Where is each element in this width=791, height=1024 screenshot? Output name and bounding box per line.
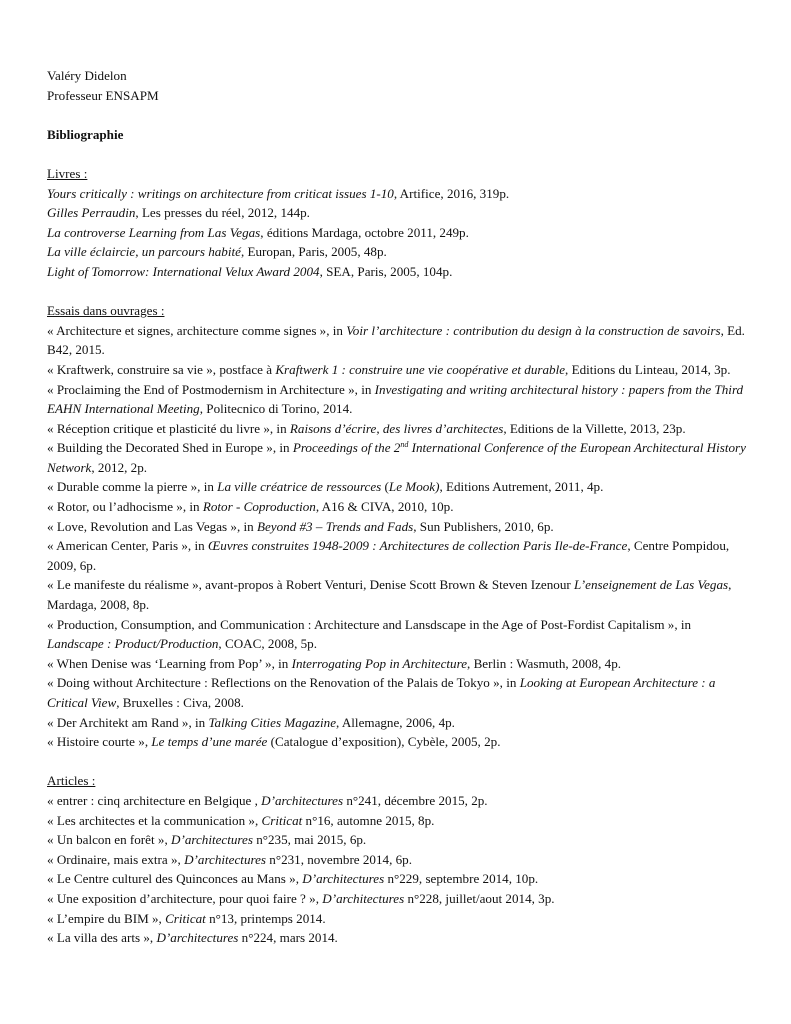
entry-title-text: Le temps d’une marée <box>151 734 268 750</box>
entry-text: , Berlin : Wasmuth, 2008, 4p. <box>467 655 622 671</box>
entry-text: , Editions du Linteau, 2014, 3p. <box>565 361 731 377</box>
articles-list <box>47 791 747 948</box>
spacer <box>47 282 747 302</box>
articles-heading: Articles : <box>47 773 96 789</box>
bibliography-entry <box>47 673 747 712</box>
author-name: Valéry Didelon <box>47 68 127 83</box>
bibliography-entry <box>47 184 747 204</box>
entry-text: , Mardaga, 2008, 8p. <box>47 577 732 613</box>
author-position: Professeur ENSAPM <box>47 87 159 103</box>
entry-text: « Production, Consumption, and Communication : Architecture and Lansdscape in the Age of Post-Fordist Capitalism », in <box>47 616 692 632</box>
entry-text: , Bruxelles : Civa, 2008. <box>116 695 244 710</box>
entry-text: « Le manifeste du réalisme », avant-propos à Robert Venturi, Denise Scott Brown & Steven Izenour <box>47 577 575 593</box>
essays-list <box>47 321 747 752</box>
entry-title-text: Yours critically : writings on architecture from criticat issues 1-10 <box>47 185 394 201</box>
entry-text: , Politecnico di Torino, 2014. <box>199 401 353 417</box>
essays-section <box>47 301 747 752</box>
entry-title-text: Light of Tomorrow: International Velux Award 2004 <box>47 263 320 279</box>
articles-section <box>47 771 747 947</box>
entry-text: , Editions de la Villette, 2013, 23p. <box>503 420 686 436</box>
entry-text: , Editions Autrement, 2011, 4p. <box>439 479 604 495</box>
essays-heading: Essais dans ouvrages : <box>47 303 165 319</box>
document-page <box>47 66 747 948</box>
entry-text: « Der Architekt am Rand », in <box>47 714 209 730</box>
entry-text: , Europan, Paris, 2005, 48p. <box>240 244 387 260</box>
bibliography-entry <box>47 654 747 674</box>
entry-text: « L’empire du BIM », <box>47 910 166 926</box>
entry-title-text: Criticat <box>261 812 303 828</box>
bibliography-entry <box>47 517 747 537</box>
entry-title-text: Talking Cities Magazine <box>208 714 337 730</box>
page-title: Bibliographie <box>47 126 124 142</box>
bibliography-entry <box>47 497 747 517</box>
bibliography-entry <box>47 732 747 752</box>
books-list <box>47 184 747 282</box>
entry-text: , 2012, 2p. <box>91 459 148 475</box>
entry-title-text: D’architectures <box>184 851 267 867</box>
entry-text: « Le Centre culturel des Quinconces au Mans », <box>47 871 303 887</box>
books-heading: Livres : <box>47 165 88 181</box>
bibliography-entry <box>47 242 747 262</box>
entry-text: n°224, mars 2014. <box>238 930 338 946</box>
entry-text: « entrer : cinq architecture en Belgique , <box>47 792 262 808</box>
bibliography-entry <box>47 360 747 380</box>
entry-text: « Rotor, ou l’adhocisme », in <box>47 499 203 515</box>
entry-text: « Durable comme la pierre », in <box>47 479 218 495</box>
bibliography-entry <box>47 262 747 282</box>
entry-title-text: Raisons d’écrire, des livres d’architectes <box>289 420 504 436</box>
entry-text: , éditions Mardaga, octobre 2011, 249p. <box>260 224 469 240</box>
bibliography-entry <box>47 889 747 909</box>
entry-title-text: D’architectures <box>302 871 385 887</box>
entry-title-text: D’architectures <box>171 832 253 848</box>
entry-text: « Building the Decorated Shed in Europe », in <box>47 440 293 456</box>
entry-text: n°231, novembre 2014, 6p. <box>266 851 412 867</box>
spacer <box>47 105 747 125</box>
entry-text: , Les presses du réel, 2012, 144p. <box>135 205 310 221</box>
bibliography-entry <box>47 203 747 223</box>
entry-text: « American Center, Paris », in <box>47 538 208 554</box>
entry-title-text: Kraftwerk 1 : construire une vie coopérative et durable <box>275 361 566 377</box>
entry-title-text: International Conference of the European Architectural History Network <box>47 440 746 475</box>
bibliography-entry <box>47 928 747 948</box>
bibliography-entry <box>47 419 747 439</box>
entry-text: « La villa des arts », <box>47 930 157 946</box>
entry-text: , Centre Pompidou, 2009, 6p. <box>47 538 730 573</box>
entry-text: « Une exposition d’architecture, pour quoi faire ? », <box>47 890 323 906</box>
entry-title-text: Interrogating Pop in Architecture <box>291 655 468 671</box>
books-section <box>47 164 747 282</box>
entry-text: « Un balcon en forêt », <box>47 832 171 848</box>
entry-text: , Ed. B42, 2015. <box>47 322 745 358</box>
entry-title-text: Rotor - Coproduction <box>202 499 316 515</box>
entry-text: n°229, septembre 2014, 10p. <box>384 871 539 887</box>
bibliography-entry <box>47 223 747 243</box>
entry-text: , A16 & CIVA, 2010, 10p. <box>315 499 454 515</box>
bibliography-entry <box>47 909 747 929</box>
entry-text: , Sun Publishers, 2010, 6p. <box>413 518 554 534</box>
entry-title-text: nd <box>400 440 409 450</box>
entry-text: « Proclaiming the End of Postmodernism in Architecture », in <box>47 381 375 397</box>
bibliography-entry <box>47 536 747 575</box>
entry-text: n°235, mai 2015, 6p. <box>252 832 367 848</box>
bibliography-entry <box>47 830 747 850</box>
entry-text: « Histoire courte », <box>47 734 152 750</box>
bibliography-entry <box>47 869 747 889</box>
entry-text: , Artifice, 2016, 319p. <box>393 185 510 201</box>
entry-text: « Les architectes et la communication », <box>47 812 262 828</box>
entry-text: ( <box>381 479 389 495</box>
spacer <box>47 144 747 164</box>
entry-text: , SEA, Paris, 2005, 104p. <box>319 263 453 279</box>
entry-text: « Ordinaire, mais extra », <box>47 851 185 867</box>
entry-title-text: Looking at European Architecture : a Critical View <box>47 675 716 710</box>
entry-title-text: Proceedings of the 2 <box>292 440 401 456</box>
entry-title-text: La controverse Learning from Las Vegas <box>47 224 261 240</box>
entry-title-text: Voir l’architecture : contribution du design à la construction de savoirs <box>346 322 721 338</box>
bibliography-entry <box>47 380 747 419</box>
entry-text: « Réception critique et plasticité du livre », in <box>47 420 290 436</box>
bibliography-entry <box>47 575 747 614</box>
entry-text: « Doing without Architecture : Reflections on the Renovation of the Palais de Tokyo », in <box>47 675 520 691</box>
entry-title-text: Gilles Perraudin <box>47 205 136 221</box>
entry-text: (Catalogue d’exposition), Cybèle, 2005, 2p. <box>267 734 501 750</box>
bibliography-entry <box>47 811 747 831</box>
bibliography-entry <box>47 615 747 654</box>
entry-title-text: Investigating and writing architectural history : papers from the Third EAHN International Meeting <box>47 381 744 417</box>
entry-title-text: La ville créatrice de ressources <box>217 479 382 495</box>
entry-title-text: L’enseignement de Las Vegas <box>574 577 729 593</box>
bibliography-entry <box>47 321 747 360</box>
bibliography-entry <box>47 713 747 733</box>
entry-text: n°228, juillet/aout 2014, 3p. <box>404 890 555 906</box>
entry-title-text: Œuvres construites 1948-2009 : Architectures de collection Paris Ile-de-France <box>207 538 628 554</box>
entry-text: n°16, automne 2015, 8p. <box>302 812 435 828</box>
entry-text: n°241, décembre 2015, 2p. <box>343 792 488 808</box>
entry-title-text: D’architectures <box>261 792 344 808</box>
entry-text: , COAC, 2008, 5p. <box>218 636 317 652</box>
bibliography-entry <box>47 438 747 477</box>
entry-title-text: D’architectures <box>156 930 239 946</box>
entry-text: « Kraftwerk, construire sa vie », postface à <box>47 361 276 377</box>
entry-title-text: Criticat <box>165 910 206 926</box>
entry-text: « Love, Revolution and Las Vegas », in <box>47 518 257 534</box>
entry-text: « Architecture et signes, architecture comme signes », in <box>47 322 347 338</box>
entry-title-text: Le Mook) <box>388 479 440 495</box>
bibliography-entry <box>47 791 747 811</box>
spacer <box>47 752 747 772</box>
entry-title-text: La ville éclaircie, un parcours habité <box>47 244 241 260</box>
entry-text: « When Denise was ‘Learning from Pop’ », in <box>47 655 292 671</box>
entry-text: , Allemagne, 2006, 4p. <box>336 714 455 730</box>
entry-title-text: Beyond #3 – Trends and Fads <box>256 518 414 534</box>
bibliography-entry <box>47 850 747 870</box>
entry-title-text: Landscape : Product/Production <box>47 636 219 652</box>
bibliography-entry <box>47 477 747 497</box>
entry-text: n°13, printemps 2014. <box>205 910 326 926</box>
entry-title-text: D’architectures <box>322 890 405 906</box>
